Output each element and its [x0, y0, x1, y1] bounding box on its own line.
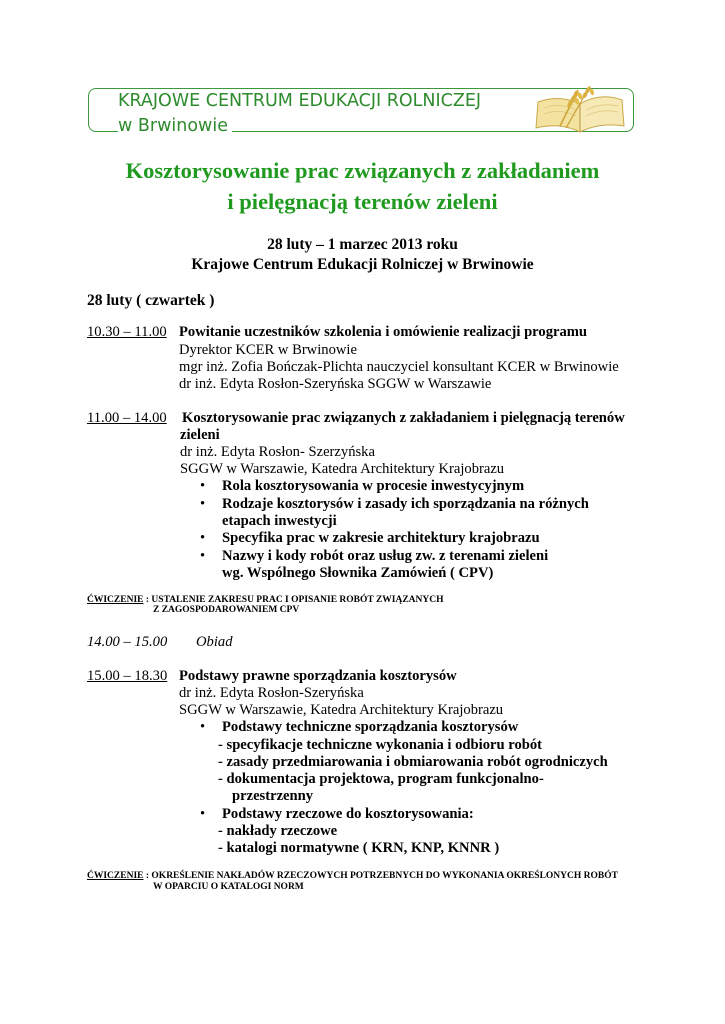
session1-title: Powitanie uczestników szkolenia i omówienie realizacji programu	[179, 324, 588, 340]
session1-time: 10.30 – 11.00	[87, 324, 167, 340]
sub-list-item-cont: przestrzenny	[232, 788, 314, 804]
day-heading: 28 luty ( czwartek )	[87, 292, 215, 309]
exercise-text: OKREŚLENIE NAKŁADÓW RZECZOWYCH POTRZEBNYCH DO WYKONANIA OKREŚLONYCH ROBÓT	[151, 871, 618, 881]
exercise-label: ĆWICZENIE	[87, 871, 144, 881]
list-item: • Rodzaje kosztorysów i zasady ich sporządzania na różnych	[222, 496, 589, 513]
exercise-separator: :	[145, 595, 150, 605]
exercise-separator: :	[145, 871, 150, 881]
header-org-city: w Brwinowie	[118, 116, 232, 136]
lunch-label: Obiad	[196, 634, 233, 650]
session3-affiliation: SGGW w Warszawie, Katedra Architektury Krajobrazu	[179, 702, 504, 718]
event-place: Krajowe Centrum Edukacji Rolniczej w Brwinowie	[191, 256, 534, 273]
list-item: • Podstawy techniczne sporządzania kosztorysów	[222, 719, 518, 736]
session1-person: mgr inż. Zofia Bończak-Plichta nauczyciel konsultant KCER w Brwinowie	[179, 359, 619, 375]
document-title-line1: Kosztorysowanie prac związanych z zakładaniem	[125, 158, 600, 183]
session2-speaker: dr inż. Edyta Rosłon- Szerzyńska	[180, 444, 375, 460]
session2-title-cont: zieleni	[180, 427, 220, 443]
event-dates: 28 luty – 1 marzec 2013 roku	[267, 236, 458, 253]
exercise2-line1	[87, 871, 618, 881]
list-item-cont: wg. Wspólnego Słownika Zamówień ( CPV)	[222, 565, 494, 581]
exercise-label: ĆWICZENIE	[87, 595, 144, 605]
sub-list-item: - dokumentacja projektowa, program funkcjonalno-	[218, 771, 544, 787]
session3-time: 15.00 – 18.30	[87, 668, 168, 684]
document-title-line2: i pielęgnacją terenów zieleni	[227, 189, 498, 214]
exercise1-line2: Z ZAGOSPODAROWANIEM CPV	[153, 605, 300, 615]
sub-list-item: - specyfikacje techniczne wykonania i odbioru robót	[218, 737, 543, 753]
session1-person: dr inż. Edyta Rosłon-Szeryńska SGGW w Warszawie	[179, 376, 492, 392]
sub-list-item: - zasady przedmiarowania i obmiarowania robót ogrodniczych	[218, 754, 608, 770]
session3-speaker: dr inż. Edyta Rosłon-Szeryńska	[179, 685, 364, 701]
list-item: • Podstawy rzeczowe do kosztorysowania:	[222, 806, 474, 823]
header-org-name: KRAJOWE CENTRUM EDUKACJI ROLNICZEJ	[118, 91, 482, 111]
exercise-text: USTALENIE ZAKRESU PRAC I OPISANIE ROBÓT ZWIĄZANYCH	[151, 595, 444, 605]
session2-time: 11.00 – 14.00	[87, 410, 167, 426]
session1-person: Dyrektor KCER w Brwinowie	[179, 342, 357, 358]
exercise1-line1	[87, 595, 444, 605]
list-item: • Rola kosztorysowania w procesie inwestycyjnym	[222, 478, 524, 495]
sub-list-item: - katalogi normatywne ( KRN, KNP, KNNR )	[218, 840, 500, 856]
session2-affiliation: SGGW w Warszawie, Katedra Architektury Krajobrazu	[180, 461, 505, 477]
open-book-with-wheat-icon	[530, 82, 630, 136]
list-item: • Nazwy i kody robót oraz usług zw. z terenami zieleni	[222, 548, 548, 565]
session2-title: Kosztorysowanie prac związanych z zakładaniem i pielęgnacją terenów	[182, 410, 625, 426]
exercise2-line2: W OPARCIU O KATALOGI NORM	[153, 882, 304, 892]
sub-list-item: - nakłady rzeczowe	[218, 823, 338, 839]
list-item-cont: etapach inwestycji	[222, 513, 337, 529]
list-item: • Specyfika prac w zakresie architektury krajobrazu	[222, 530, 540, 547]
session3-title: Podstawy prawne sporządzania kosztorysów	[179, 668, 457, 684]
lunch-time: 14.00 – 15.00	[87, 634, 168, 650]
